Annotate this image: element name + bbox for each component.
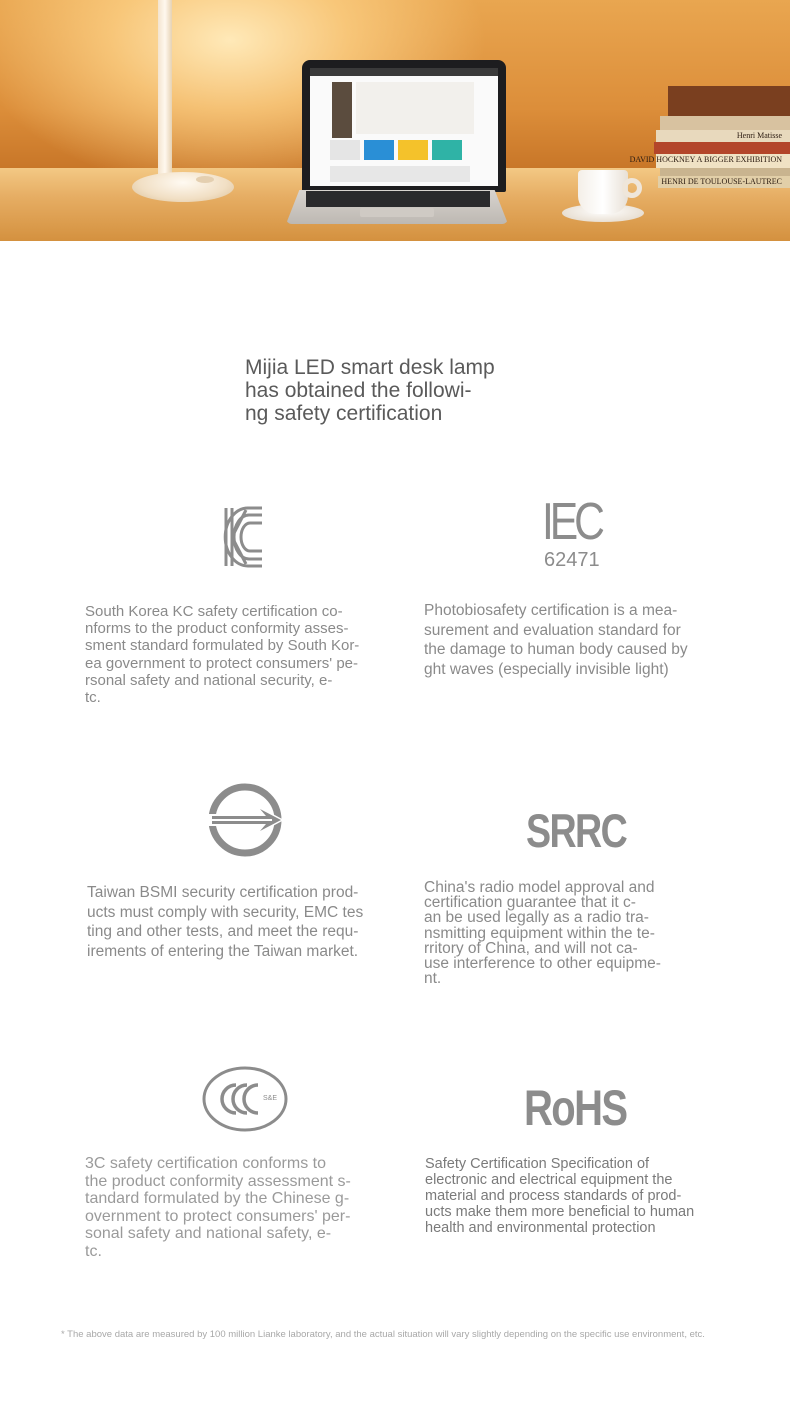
book-title: Henri Matisse [736,131,782,140]
ccc-mark-icon [201,1066,291,1134]
book [660,168,790,176]
laptop-webpage-topbar [310,68,498,76]
srrc-description: China's radio model approval and certification guarantee that it c- an be used legally as a radio tra- nsmitting equipment within the te- rritory of China, and will not ca- use interference to other equipme- nt. [424,879,661,988]
iec-mark-icon [540,495,610,575]
laptop-webpage-tile [364,140,394,160]
srrc-mark-icon [526,806,626,856]
lamp-pole [158,0,172,180]
lamp-knob [196,176,214,183]
bsmi-mark-icon [206,783,286,857]
laptop-webpage-tile [432,140,462,160]
rohs-description: Safety Certification Specification of electronic and electrical equipment the material and process standards of prod- ucts make them more beneficial to human health and environmental protection [425,1156,695,1236]
laptop-webpage-tile [330,140,360,160]
page-title: Mijia LED smart desk lamp has obtained the followi- ng safety certification [245,356,495,425]
book-title: DAVID HOCKNEY A BIGGER EXHIBITION [629,155,782,164]
bsmi-description: Taiwan BSMI security certification prod- ucts must comply with security, EMC tes ting and other tests, and meet the requ- irements of entering the Taiwan market. [87,884,364,960]
coffee-cup [578,170,628,214]
book [656,130,790,142]
laptop-webpage-row [330,166,470,182]
book [658,176,790,188]
srrc-logo-text: SRRC [526,804,627,857]
laptop-webpage-sidebar [332,82,352,138]
laptop-trackpad [360,208,434,217]
footnote: * The above data are measured by 100 million Lianke laboratory, and the actual situation will vary slightly depending on the specific use environment, etc. [61,1329,705,1340]
book [654,142,790,154]
hero-photo [0,0,790,241]
coffee-cup-handle [622,178,642,198]
iec-description: Photobiosafety certification is a mea- surement and evaluation standard for the damage to human body caused by ght waves (especially invisible light) [424,602,688,678]
book [660,116,790,130]
ccc-description: 3C safety certification conforms to the product conformity assessment s- tandard formulated by the Chinese g- overnment to protect consumers' per- sonal safety and national safety, e- tc. [85,1155,351,1260]
iec-logo-text: IEC [542,493,601,551]
rohs-mark-icon [524,1080,627,1136]
laptop-webpage-banner [356,82,474,134]
book-stack-top [668,86,790,116]
kc-description: South Korea KC safety certification co- nforms to the product conformity asses- sment standard formulated by South Kor- ea government to protect consumers' pe- rsonal safety and national security, e- tc. [85,603,360,707]
book [629,154,790,168]
lamp-base [132,172,234,202]
kc-mark-icon [222,505,266,569]
laptop-webpage-tile [398,140,428,160]
iec-logo-number: 62471 [544,549,600,571]
rohs-logo-text: RoHS [524,1080,627,1136]
laptop-keyboard [306,191,490,207]
book-title: HENRI DE TOULOUSE-LAUTREC [661,177,782,186]
ccc-logo-label: S&E [263,1095,278,1102]
